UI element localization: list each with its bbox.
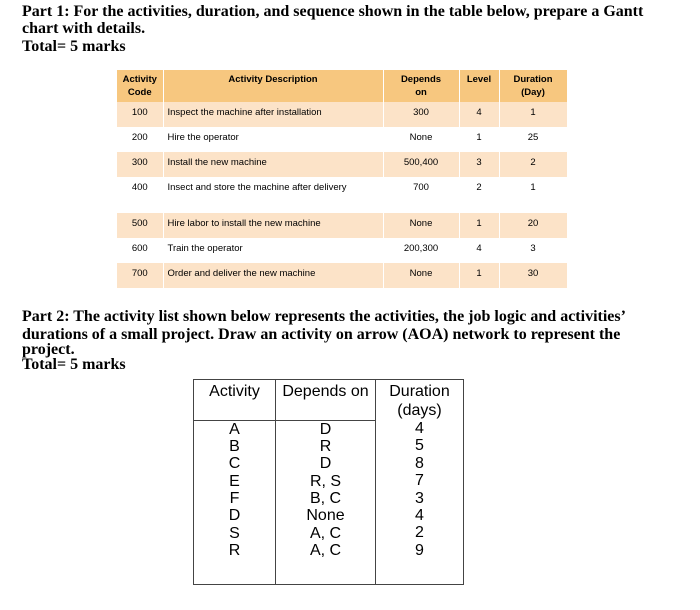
cell-duration: 3 <box>499 238 567 263</box>
cell-duration: 30 <box>499 263 567 288</box>
part1-total-marks: Total= 5 marks <box>22 38 126 55</box>
header-activity: Activity <box>194 380 276 421</box>
cell-description: Inspect the machine after installation <box>163 102 383 127</box>
cell-depends: 200,300 <box>383 238 459 263</box>
part2-line2: durations of a small project. Draw an activity on arrow (AOA) network to represent the <box>22 326 621 343</box>
table-header-row <box>117 70 567 102</box>
part1-activity-table <box>117 70 568 288</box>
depends-on-cell: R <box>319 437 332 455</box>
cell-description: Hire labor to install the new machine <box>163 213 383 238</box>
cell-level: 4 <box>459 238 499 263</box>
part2-line1: Part 2: The activity list shown below represents the activities, the job logic and activities’ <box>22 308 626 325</box>
activity-cell: R <box>228 542 241 560</box>
table-row <box>117 238 567 263</box>
cell-description: Install the new machine <box>163 152 383 177</box>
activity-cell: B <box>229 437 240 455</box>
cell-description: Order and deliver the new machine <box>163 263 383 288</box>
part1-heading-line1: Part 1: For the activities, duration, and sequence shown in the table below, prepare a Gantt <box>22 3 644 20</box>
depends-on-cell: None <box>306 507 345 525</box>
part2-instructions <box>22 308 668 356</box>
cell-depends: None <box>383 263 459 288</box>
cell-code: 100 <box>117 102 163 127</box>
cell-code: 500 <box>117 213 163 238</box>
activity-cell: D <box>228 507 241 525</box>
cell-duration: 20 <box>499 213 567 238</box>
cell-code: 400 <box>117 177 163 213</box>
header-level: Level <box>459 70 499 102</box>
cell-code: 600 <box>117 238 163 263</box>
activity-cell: A <box>229 420 240 438</box>
cell-description: Hire the operator <box>163 127 383 152</box>
duration-cell: 3 <box>415 489 424 507</box>
header-depends-on: Depends on <box>383 70 459 102</box>
cell-level: 1 <box>459 263 499 288</box>
duration-cell: 7 <box>415 472 424 490</box>
cell-depends: 300 <box>383 102 459 127</box>
cell-code: 200 <box>117 127 163 152</box>
depends-on-cell: A, C <box>309 542 342 560</box>
activity-cell: C <box>228 455 241 473</box>
depends-on-cell: D <box>319 455 332 473</box>
activity-cell: E <box>229 472 240 490</box>
cell-level: 1 <box>459 127 499 152</box>
part2-line3: project. <box>22 341 75 358</box>
cell-depends: 700 <box>383 177 459 213</box>
table-row <box>117 263 567 288</box>
header-activity-description: Activity Description <box>163 70 383 102</box>
cell-description: Train the operator <box>163 238 383 263</box>
cell-duration: 2 <box>499 152 567 177</box>
activity-cell: S <box>229 524 240 542</box>
cell-depends: 500,400 <box>383 152 459 177</box>
cell-level: 1 <box>459 213 499 238</box>
header-depends-on: Depends on <box>276 380 376 421</box>
table-row <box>117 102 567 127</box>
cell-code: 300 <box>117 152 163 177</box>
cell-description: Insect and store the machine after delivery <box>163 177 383 213</box>
cell-level: 3 <box>459 152 499 177</box>
depends-on-cell: B, C <box>309 490 342 508</box>
cell-duration: 1 <box>499 177 567 213</box>
part1-heading-line2: chart with details. <box>22 20 146 37</box>
duration-cell: 5 <box>415 437 424 455</box>
cell-depends: None <box>383 213 459 238</box>
depends-on-cell: A, C <box>309 524 342 542</box>
part2-total-marks: Total= 5 marks <box>22 356 126 373</box>
cell-duration: 1 <box>499 102 567 127</box>
table-row <box>117 127 567 152</box>
duration-cell: 9 <box>415 541 424 559</box>
table-row <box>117 213 567 238</box>
activity-cell: F <box>229 490 240 508</box>
duration-cell: 8 <box>415 454 424 472</box>
cell-duration: 25 <box>499 127 567 152</box>
activity-column <box>194 420 276 585</box>
header-duration: Duration (days) <box>376 380 464 421</box>
duration-cell: 4 <box>415 420 424 437</box>
duration-column <box>376 420 464 585</box>
header-duration: Duration (Day) <box>499 70 567 102</box>
cell-level: 2 <box>459 177 499 213</box>
cell-level: 4 <box>459 102 499 127</box>
cell-code: 700 <box>117 263 163 288</box>
part2-activity-table <box>193 379 464 585</box>
header-activity-code: Activity Code <box>117 70 163 102</box>
duration-cell: 2 <box>415 524 424 542</box>
table-row <box>117 152 567 177</box>
depends-on-cell: D <box>319 420 332 438</box>
duration-cell: 4 <box>415 506 424 524</box>
depends-on-cell: R, S <box>309 472 342 490</box>
cell-depends: None <box>383 127 459 152</box>
table-row <box>117 177 567 213</box>
depends-on-column <box>276 420 376 585</box>
